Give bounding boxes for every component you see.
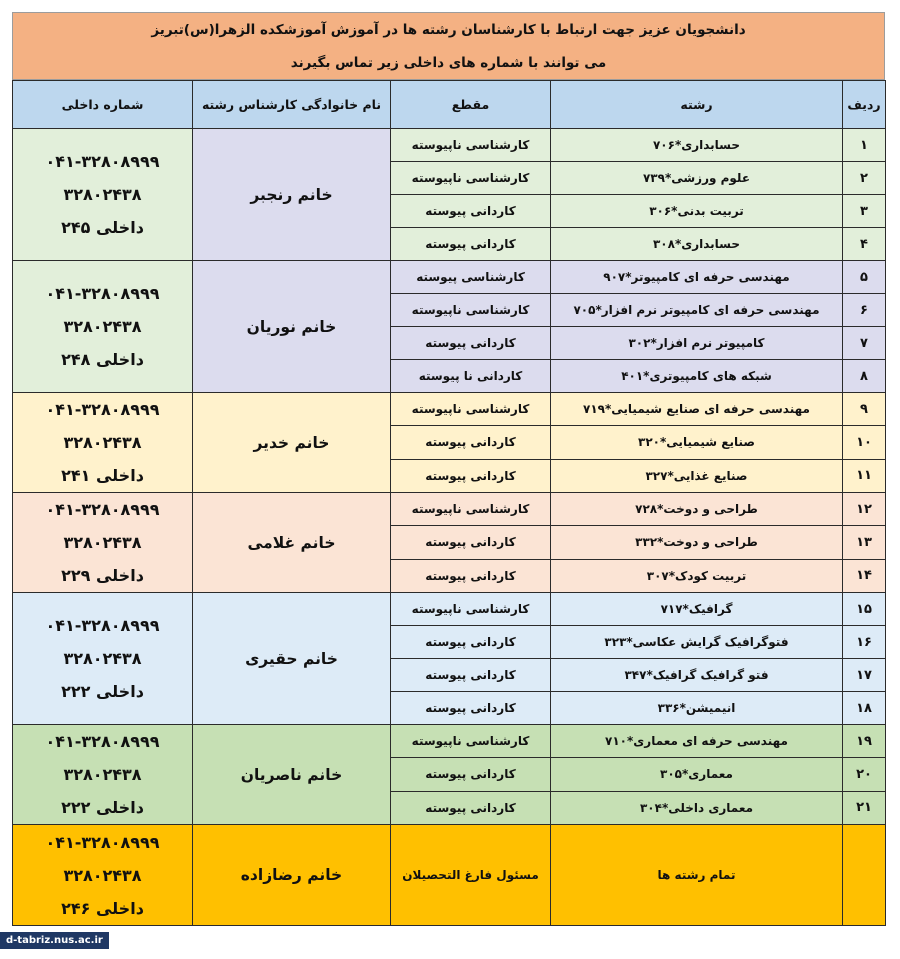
phone-cell <box>13 261 193 393</box>
level-cell: کاردانی پیوسته <box>391 228 551 261</box>
col-header-karshenas: نام خانوادگی کارشناس رشته <box>193 81 391 129</box>
major-cell: طراحی و دوخت*۳۳۲ <box>551 526 843 559</box>
row-number: ۱۶ <box>843 626 886 659</box>
level-cell: کاردانی پیوسته <box>391 327 551 360</box>
table-row <box>13 129 886 162</box>
phone-main: ۰۴۱-۳۲۸۰۸۹۹۹ <box>45 152 160 171</box>
level-cell: کارشناسی پیوسته <box>391 261 551 294</box>
level-cell: کاردانی پیوسته <box>391 626 551 659</box>
level-cell: کارشناسی ناپیوسته <box>391 129 551 162</box>
table-row <box>13 725 886 758</box>
major-cell: شبکه های کامپیوتری*۴۰۱ <box>551 360 843 393</box>
level-cell: کارشناسی ناپیوسته <box>391 593 551 626</box>
major-cell: معماری*۳۰۵ <box>551 758 843 791</box>
row-number: ۳ <box>843 195 886 228</box>
phone-second: ۳۲۸۰۲۴۳۸ <box>63 765 142 784</box>
level-cell: کاردانی پیوسته <box>391 692 551 725</box>
major-cell: علوم ورزشی*۷۳۹ <box>551 162 843 195</box>
phone-second: ۳۲۸۰۲۴۳۸ <box>63 533 142 552</box>
title-banner <box>12 12 885 80</box>
level-cell: کاردانی پیوسته <box>391 559 551 592</box>
major-cell: انیمیشن*۳۳۶ <box>551 692 843 725</box>
col-header-reshte: رشته <box>551 81 843 129</box>
major-cell: صنایع غذایی*۳۲۷ <box>551 459 843 492</box>
expert-name: خانم نوریان <box>193 261 391 393</box>
group-khadir <box>13 393 886 493</box>
major-cell: حسابداری*۷۰۶ <box>551 129 843 162</box>
row-number: ۲۰ <box>843 758 886 791</box>
row-number: ۸ <box>843 360 886 393</box>
major-cell: فتو گرافیک گرافیک*۳۴۷ <box>551 659 843 692</box>
col-header-maghta: مقطع <box>391 81 551 129</box>
group-naserian <box>13 725 886 825</box>
expert-name: خانم حقیری <box>193 593 391 725</box>
major-cell: تمام رشته ها <box>551 825 843 926</box>
col-header-radif: ردیف <box>843 81 886 129</box>
phone-main: ۰۴۱-۳۲۸۰۸۹۹۹ <box>45 400 160 419</box>
group-ranjbar <box>13 129 886 261</box>
phone-second: ۳۲۸۰۲۴۳۸ <box>63 865 142 885</box>
phone-cell <box>13 393 193 493</box>
phone-extension: داخلی ۲۴۸ <box>61 350 144 369</box>
major-cell: صنایع شیمیایی*۳۲۰ <box>551 426 843 459</box>
group-haghiri <box>13 593 886 725</box>
phone-cell <box>13 825 193 926</box>
row-number: ۵ <box>843 261 886 294</box>
level-cell: کاردانی پیوسته <box>391 659 551 692</box>
phone-cell <box>13 593 193 725</box>
phone-cell <box>13 493 193 593</box>
level-cell: کارشناسی ناپیوسته <box>391 162 551 195</box>
row-number: ۱۸ <box>843 692 886 725</box>
level-cell: کاردانی پیوسته <box>391 758 551 791</box>
phone-main: ۰۴۱-۳۲۸۰۸۹۹۹ <box>45 832 160 852</box>
phone-second: ۳۲۸۰۲۴۳۸ <box>63 317 142 336</box>
major-cell: تربیت کودک*۳۰۷ <box>551 559 843 592</box>
contact-sheet <box>12 12 885 926</box>
row-number: ۱۷ <box>843 659 886 692</box>
table-row <box>13 593 886 626</box>
group-nourian <box>13 261 886 393</box>
row-number: ۲۱ <box>843 791 886 824</box>
row-number: ۷ <box>843 327 886 360</box>
expert-name: خانم ناصریان <box>193 725 391 825</box>
title-line-1: دانشجویان عزیز جهت ارتباط با کارشناسان رشته ها در آموزش آموزشکده الزهرا(س)تبریز <box>151 21 746 38</box>
phone-cell <box>13 129 193 261</box>
table-row <box>13 825 886 926</box>
row-number: ۱ <box>843 129 886 162</box>
row-number: ۱۲ <box>843 493 886 526</box>
major-cell: کامپیوتر نرم افزار*۳۰۲ <box>551 327 843 360</box>
table-row <box>13 261 886 294</box>
major-cell: معماری داخلی*۳۰۴ <box>551 791 843 824</box>
major-cell: مهندسی حرفه ای کامپیوتر نرم افزار*۷۰۵ <box>551 294 843 327</box>
level-cell: کارشناسی ناپیوسته <box>391 294 551 327</box>
phone-extension: داخلی ۲۴۵ <box>61 218 144 237</box>
phone-extension: داخلی ۲۲۹ <box>61 566 144 585</box>
row-number: ۲ <box>843 162 886 195</box>
major-cell: فتوگرافیک گرایش عکاسی*۳۲۳ <box>551 626 843 659</box>
phone-extension: داخلی ۲۴۱ <box>61 466 144 485</box>
phone-second: ۳۲۸۰۲۴۳۸ <box>63 649 142 668</box>
group-gholami <box>13 493 886 593</box>
phone-extension: داخلی ۲۲۲ <box>61 798 144 817</box>
group-rezazadeh <box>13 825 886 926</box>
row-number: ۱۱ <box>843 459 886 492</box>
header-row <box>13 81 886 129</box>
level-cell: کاردانی پیوسته <box>391 791 551 824</box>
row-number: ۶ <box>843 294 886 327</box>
phone-main: ۰۴۱-۳۲۸۰۸۹۹۹ <box>45 500 160 519</box>
table-row <box>13 493 886 526</box>
phone-main: ۰۴۱-۳۲۸۰۸۹۹۹ <box>45 732 160 751</box>
row-number: ۱۴ <box>843 559 886 592</box>
phone-second: ۳۲۸۰۲۴۳۸ <box>63 433 142 452</box>
major-cell: حسابداری*۳۰۸ <box>551 228 843 261</box>
phone-second: ۳۲۸۰۲۴۳۸ <box>63 185 142 204</box>
major-cell: گرافیک*۷۱۷ <box>551 593 843 626</box>
phone-main: ۰۴۱-۳۲۸۰۸۹۹۹ <box>45 616 160 635</box>
major-cell: مهندسی حرفه ای کامپیوتر*۹۰۷ <box>551 261 843 294</box>
row-number: ۱۵ <box>843 593 886 626</box>
row-number: ۴ <box>843 228 886 261</box>
phone-extension: داخلی ۲۲۲ <box>61 682 144 701</box>
table-row <box>13 393 886 426</box>
expert-name: خانم خدیر <box>193 393 391 493</box>
level-cell: کاردانی پیوسته <box>391 459 551 492</box>
title-line-2: می توانند با شماره های داخلی زیر تماس بگیرند <box>290 54 607 71</box>
major-cell: مهندسی حرفه ای معماری*۷۱۰ <box>551 725 843 758</box>
row-number <box>843 825 886 926</box>
site-credit: d-tabriz.nus.ac.ir <box>0 932 109 949</box>
phone-cell <box>13 725 193 825</box>
level-cell: کاردانی پیوسته <box>391 426 551 459</box>
level-cell: مسئول فارغ التحصیلان <box>391 825 551 926</box>
level-cell: کارشناسی ناپیوسته <box>391 493 551 526</box>
experts-table <box>12 80 886 926</box>
row-number: ۹ <box>843 393 886 426</box>
level-cell: کارشناسی ناپیوسته <box>391 393 551 426</box>
col-header-dakheli: شماره داخلی <box>13 81 193 129</box>
level-cell: کاردانی نا پیوسته <box>391 360 551 393</box>
phone-main: ۰۴۱-۳۲۸۰۸۹۹۹ <box>45 284 160 303</box>
major-cell: مهندسی حرفه ای صنایع شیمیایی*۷۱۹ <box>551 393 843 426</box>
row-number: ۱۰ <box>843 426 886 459</box>
major-cell: طراحی و دوخت*۷۲۸ <box>551 493 843 526</box>
phone-extension: داخلی ۲۴۶ <box>61 898 144 918</box>
expert-name: خانم غلامی <box>193 493 391 593</box>
row-number: ۱۹ <box>843 725 886 758</box>
level-cell: کارشناسی ناپیوسته <box>391 725 551 758</box>
expert-name: خانم رضازاده <box>193 825 391 926</box>
level-cell: کاردانی پیوسته <box>391 526 551 559</box>
major-cell: تربیت بدنی*۳۰۶ <box>551 195 843 228</box>
row-number: ۱۳ <box>843 526 886 559</box>
level-cell: کاردانی پیوسته <box>391 195 551 228</box>
expert-name: خانم رنجبر <box>193 129 391 261</box>
